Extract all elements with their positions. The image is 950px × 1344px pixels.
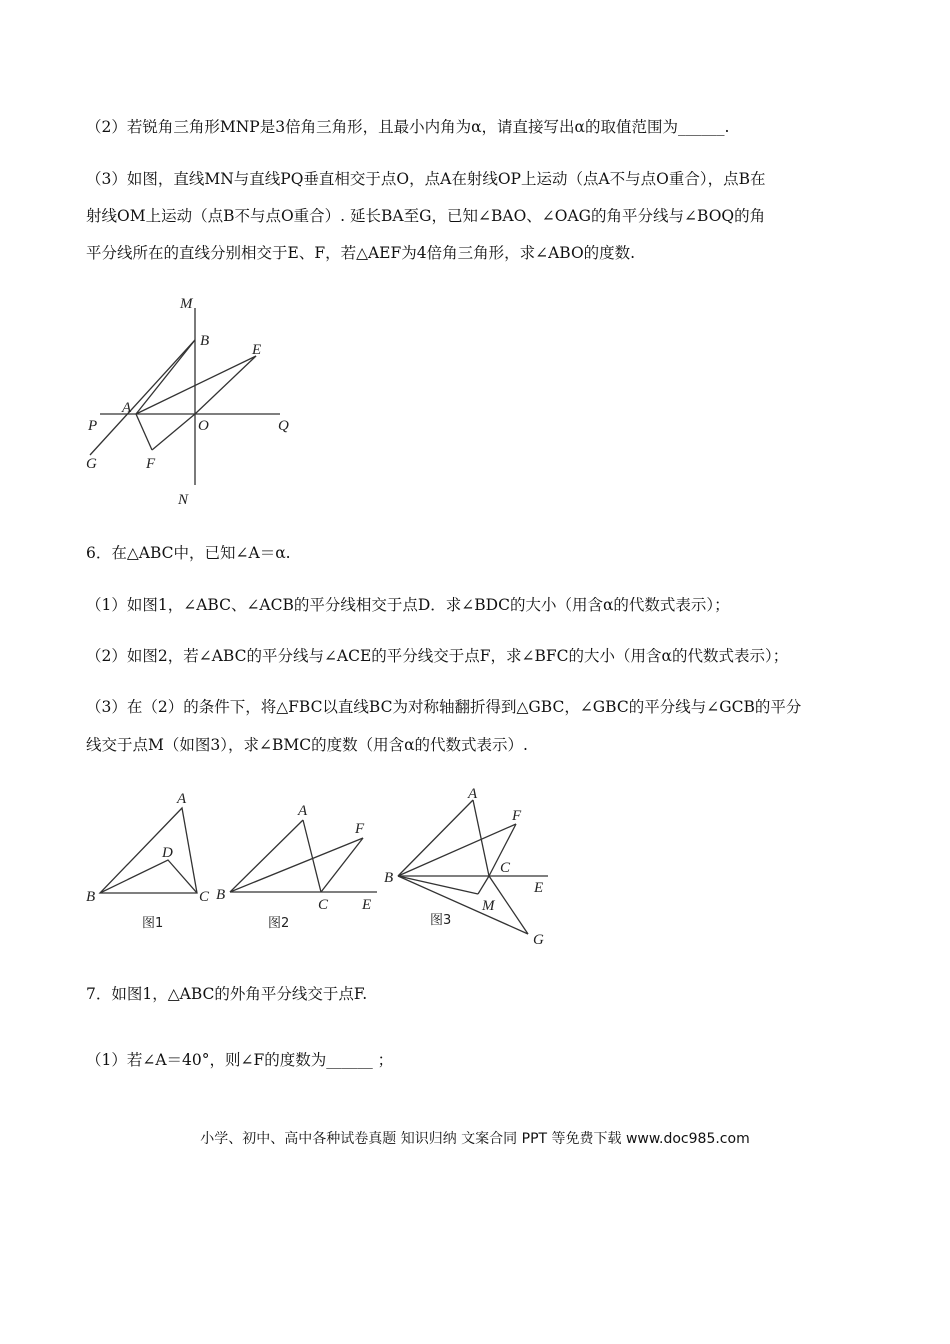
p6-intro: 6．在△ABC中，已知∠A＝α. <box>86 544 291 562</box>
label-g: G <box>86 456 97 472</box>
p5-part3-line2: 射线OM上运动（点B不与点O重合）. 延长BA至G，已知∠BAO、∠OAG的角平分线与∠BOQ的角 <box>86 207 766 225</box>
caption-fig1: 图1 <box>142 916 164 931</box>
label-d: D <box>162 845 173 861</box>
p6-figure-1 <box>80 785 220 935</box>
label-b: B <box>200 333 210 349</box>
p7-part1: （1）若∠A＝40°，则∠F的度数为______ ； <box>86 1051 394 1069</box>
p6-part3-line1: （3）在（2）的条件下，将△FBC以直线BC为对称轴翻折得到△GBC，∠GBC的平分线与∠GCB的平分 <box>86 698 802 716</box>
line-bf <box>398 824 516 876</box>
label-b: B <box>86 889 96 905</box>
line-ac <box>473 800 489 876</box>
label-q: Q <box>278 418 289 434</box>
p6-part3-line2: 线交于点M（如图3），求∠BMC的度数（用含α的代数式表示）. <box>86 736 528 754</box>
line-af <box>136 414 152 450</box>
label-n: N <box>178 492 189 508</box>
p6-part1: （1）如图1，∠ABC、∠ACB的平分线相交于点D．求∠BDC的大小（用含α的代数式表示）； <box>86 596 730 614</box>
caption-fig3: 图3 <box>430 913 452 928</box>
caption-fig2: 图2 <box>268 916 290 931</box>
label-a: A <box>122 400 132 416</box>
p5-part3-line3: 平分线所在的直线分别相交于E、F，若△AEF为4倍角三角形，求∠ABO的度数. <box>86 244 636 262</box>
line-be <box>136 340 195 414</box>
p5-part2: （2）若锐角三角形MNP是3倍角三角形，且最小内角为α，请直接写出α的取值范围为______. <box>86 118 730 136</box>
p7-intro: 7．如图1，△ABC的外角平分线交于点F. <box>86 985 368 1003</box>
label-e: E <box>362 897 372 913</box>
p5-part3-line1: （3）如图，直线MN与直线PQ垂直相交于点O，点A在射线OP上运动（点A不与点O重合），点B在 <box>86 170 766 188</box>
line-ab <box>230 820 303 892</box>
label-a: A <box>177 791 187 807</box>
label-b: B <box>384 870 394 886</box>
label-e: E <box>252 342 262 358</box>
line-cm <box>478 876 489 894</box>
p6-figure-3 <box>378 782 558 952</box>
line-oe <box>195 356 256 414</box>
label-f: F <box>512 808 522 824</box>
label-f: F <box>146 456 156 472</box>
label-c: C <box>318 897 329 913</box>
p6-part2: （2）如图2，若∠ABC的平分线与∠ACE的平分线交于点F，求∠BFC的大小（用含α的代数式表示）； <box>86 647 789 665</box>
label-o: O <box>198 418 209 434</box>
label-p: P <box>88 418 98 434</box>
label-m: M <box>482 898 495 914</box>
line-ab <box>398 800 473 876</box>
label-a: A <box>298 803 308 819</box>
label-c: C <box>500 860 511 876</box>
page-footer: 小学、初中、高中各种试卷真题 知识归纳 文案合同 PPT 等免费下载 www.doc985.com <box>200 1131 750 1147</box>
p6-figure-2 <box>212 795 392 935</box>
label-a: A <box>468 786 478 802</box>
line-bf <box>230 838 363 892</box>
label-c: C <box>199 889 210 905</box>
line-bg <box>90 340 195 455</box>
line-fo <box>152 414 195 450</box>
triangle-abc <box>100 808 197 893</box>
bisectors-bdc <box>100 860 197 893</box>
line-bm <box>398 876 478 894</box>
label-e: E <box>534 880 544 896</box>
label-b: B <box>216 887 226 903</box>
label-g: G <box>533 932 544 948</box>
label-f: F <box>355 821 365 837</box>
label-m: M <box>180 296 193 312</box>
p5-figure <box>80 290 310 510</box>
